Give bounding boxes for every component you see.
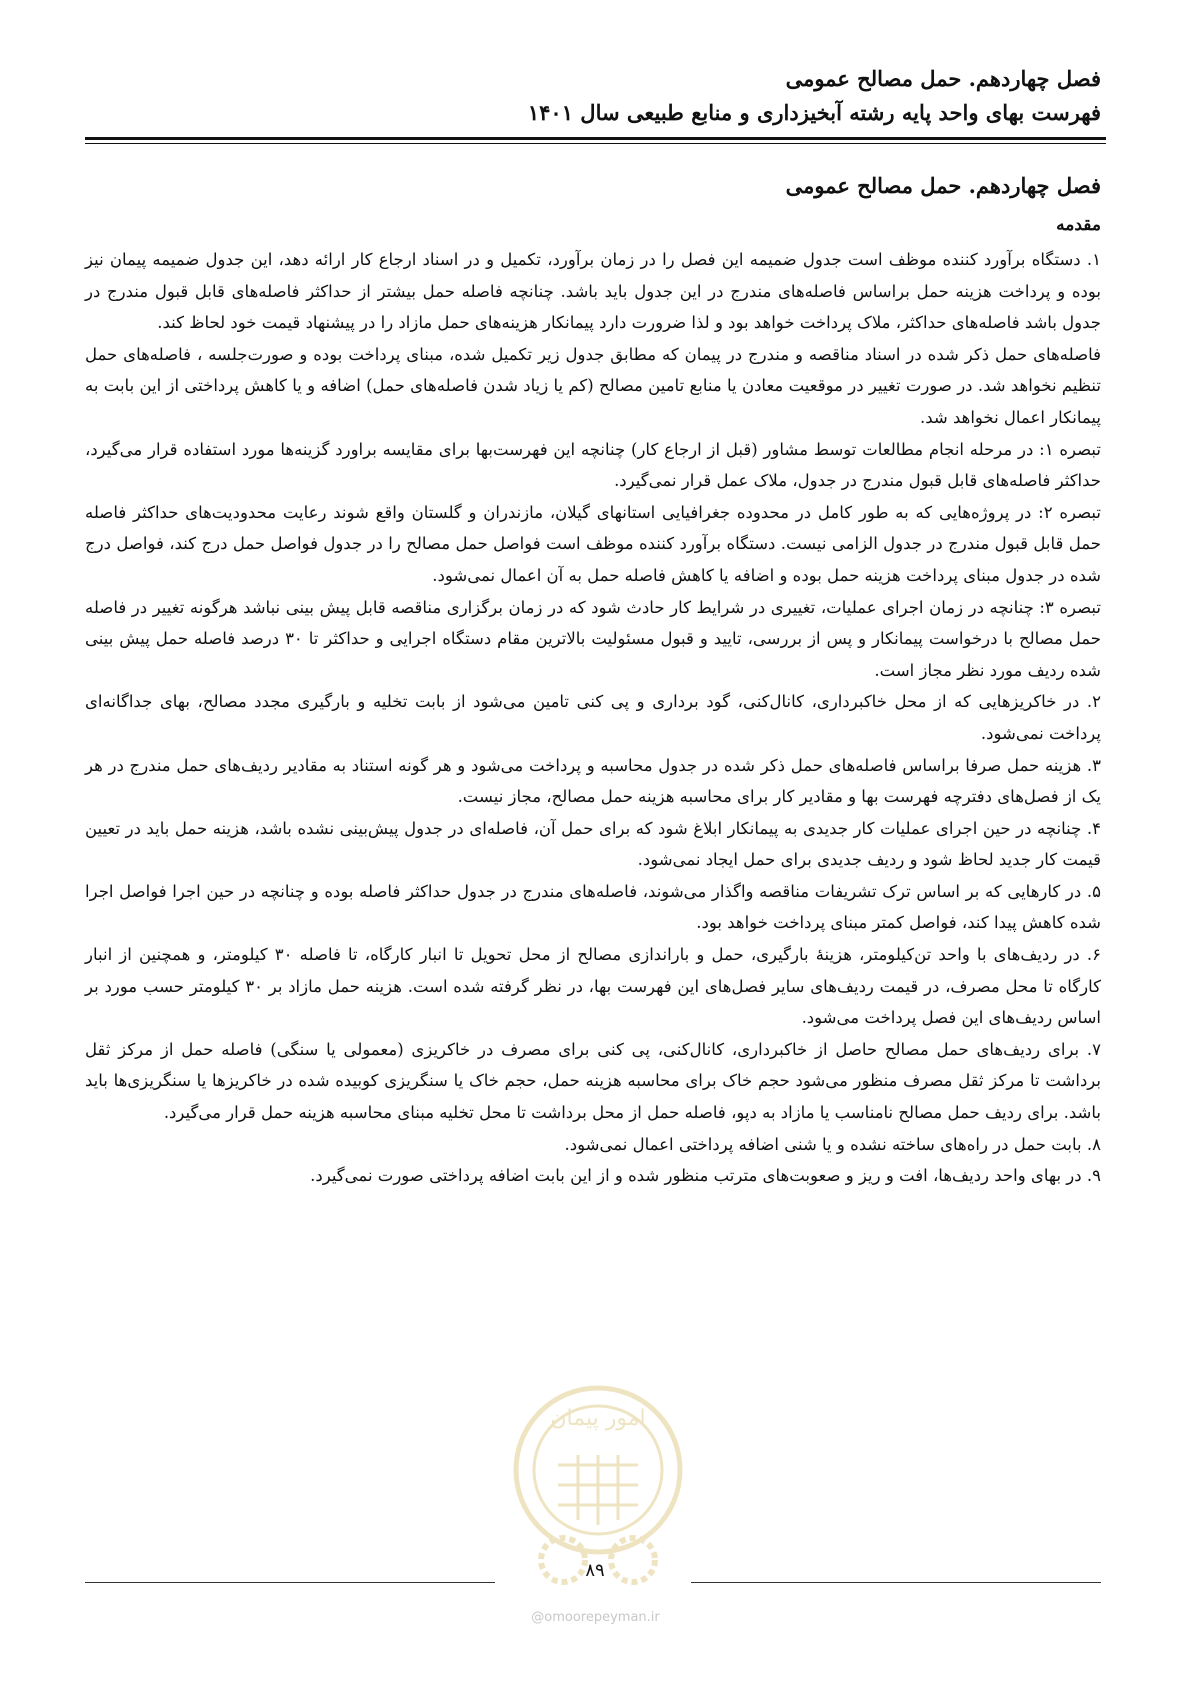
paragraph: ۶. در ردیف‌های با واحد تن‌کیلومتر، هزینهٔ بارگیری، حمل و باراندازی مصالح از محل تحویل تا انبار کارگاه، تا فاصله ۳۰ کیلومتر، و همچنین از انبار کارگاه تا محل مصرف، در قیمت ردیف‌های سایر فصل‌های این فهرست بها، در نظر گرفته شده است. هزینه حمل مازاد بر ۳۰ کیلومتر حسب مورد بر اساس ردیف‌های این فصل پرداخت می‌شود. — [85, 945, 1102, 1028]
paragraph: تبصره ۱: در مرحله انجام مطالعات توسط مشاور (قبل از ارجاع کار) چنانچه این فهرست‌بها برای مقایسه براورد گزینه‌ها مورد استفاده قرار می‌گیرد، حداکثر فاصله‌های قابل قبول مندرج در جدول، ملاک عمل قرار نمی‌گیرد. — [85, 439, 1102, 491]
header-rule-thick — [85, 137, 1106, 140]
paragraph: ۲. در خاکریزهایی که از محل خاکبرداری، کانال‌کنی، گود برداری و پی کنی تامین می‌شود از بابت تخلیه و بارگیری مجدد مصالح، بهای جداگانه‌ای پرداخت نمی‌شود. — [85, 692, 1101, 743]
page-body — [85, 168, 1101, 1192]
paragraph: ۸. بابت حمل در راه‌های ساخته نشده و یا شنی اضافه پرداختی اعمال نمی‌شود. — [564, 1134, 1101, 1154]
chapter-heading: فصل چهاردهم. حمل مصالح عمومی — [785, 173, 1101, 198]
seal-text: امور پیمان — [550, 1406, 646, 1431]
header-chapter-title: فصل چهاردهم. حمل مصالح عمومی — [785, 66, 1101, 91]
footer-rule-left — [85, 1582, 495, 1583]
page-header — [85, 62, 1101, 130]
paragraph: تبصره ۲: در پروژه‌هایی که به طور کامل در محدوده جغرافیایی استانهای گیلان، مازندران و گلستان واقع شوند رعایت محدودیت‌های حداکثر فاصله حمل قابل قبول مندرج در جدول الزامی نیست. دستگاه برآورد کننده موظف است فواصل حمل مصالح را در جدول فواصل حمل درج کند، فواصل درج شده در جدول مبنای پرداخت هزینه حمل بوده و اضافه یا کاهش فاصله حمل به آن اعمال نمی‌شود. — [85, 502, 1101, 585]
intro-heading: مقدمه — [1056, 215, 1101, 235]
paragraph: ۵. در کارهایی که بر اساس ترک تشریفات مناقصه واگذار می‌شوند، فاصله‌های مندرج در جدول حداکثر فاصله بوده و چنانچه در حین اجرا فواصل اجرا شده کاهش پیدا کند، فواصل کمتر مبنای پرداخت خواهد بود. — [85, 881, 1101, 933]
paragraph: ۴. چنانچه در حین اجرای عملیات کار جدیدی به پیمانکار ابلاغ شود که برای حمل آن، فاصله‌ای در جدول پیش‌بینی نشده باشد، هزینه حمل باید در تعیین قیمت کار جدید لحاظ شود و ردیف جدیدی برای حمل ایجاد نمی‌شود. — [85, 818, 1101, 870]
paragraph: فاصله‌های حمل ذکر شده در اسناد مناقصه و مندرج در پیمان که مطابق جدول زیر تکمیل شده، مبنای پرداخت بوده و صورت‌جلسه ، فاصله‌های حمل تنظیم نخواهد شد. در صورت تغییر در موقعیت معادن یا منابع تامین مصالح (کم یا زیاد شدن فاصله‌های حمل) اضافه و یا کاهش پرداختی از این بابت به پیمانکار اعمال نخواهد شد. — [85, 344, 1101, 427]
page-number: ۸۹ — [585, 1560, 605, 1581]
paragraph: تبصره ۳: چنانچه در زمان اجرای عملیات، تغییری در شرایط کار حادث شود که در زمان برگزاری مناقصه قابل پیش بینی نباشد هرگونه تغییر در فاصله حمل مصالح با درخواست پیمانکار و پس از بررسی، تایید و قبول مسئولیت بالاترین مقام دستگاه اجرایی و حداکثر تا ۳۰ درصد فاصله حمل پیش بینی شده ردیف مورد نظر مجاز است. — [85, 597, 1101, 680]
header-book-title: فهرست بهای واحد پایه رشته آبخیزداری و منابع طبیعی سال ۱۴۰۱ — [527, 100, 1101, 125]
paragraph: ۷. برای ردیف‌های حمل مصالح حاصل از خاکبرداری، کانال‌کنی، پی کنی برای مصرف در خاکریزی (معمولی یا سنگی) فاصله حمل از مرکز ثقل برداشت تا مرکز ثقل مصرف منظور می‌شود حجم خاک برای محاسبه هزینه حمل، حجم خاک یا سنگریزی کوبیده شده در خاکریزها یا سنگریزی‌ها باید باشد. برای ردیف حمل مصالح نامناسب یا مازاد به دپو، فاصله حمل از محل برداشت تا محل تخلیه مبنای محاسبه هزینه حمل قرار می‌گیرد. — [85, 1039, 1101, 1123]
header-rule-thin — [85, 143, 1106, 144]
watermark-handle: @omoorepeyman.ir — [531, 1610, 660, 1625]
paragraph: ۳. هزینه حمل صرفا براساس فاصله‌های حمل ذکر شده در جدول محاسبه و پرداخت می‌شود و هر گونه استناد به مقادیر ردیف‌های حمل مندرج در هر یک از فصل‌های دفترچه فهرست بها و مقادیر کار برای محاسبه هزینه حمل مصالح، مجاز نیست. — [85, 755, 1101, 807]
paragraph: ۹. در بهای واحد ردیف‌ها، افت و ریز و صعوبت‌های مترتب منظور شده و از این بابت اضافه پرداختی صورت نمی‌گیرد. — [310, 1166, 1101, 1186]
footer-rule-right — [691, 1582, 1101, 1583]
paragraph: ۱. دستگاه برآورد کننده موظف است جدول ضمیمه این فصل را در زمان برآورد، تکمیل و در اسناد ارجاع کار ارائه دهد، این جدول ضمیمه پیمان نیز بوده و پرداخت هزینه حمل براساس فاصله‌های مندرج در این جدول باید باشد. چنانچه فاصله حمل بیشتر از حداکثر فاصله‌های قابل قبول مندرج در جدول باشد فاصله‌های حداکثر، ملاک پرداخت خواهد بود و لذا ضرورت دارد پیمانکار هزینه‌های حمل مازاد را در پیشنهاد قیمت خود لحاظ کند. — [85, 250, 1101, 333]
